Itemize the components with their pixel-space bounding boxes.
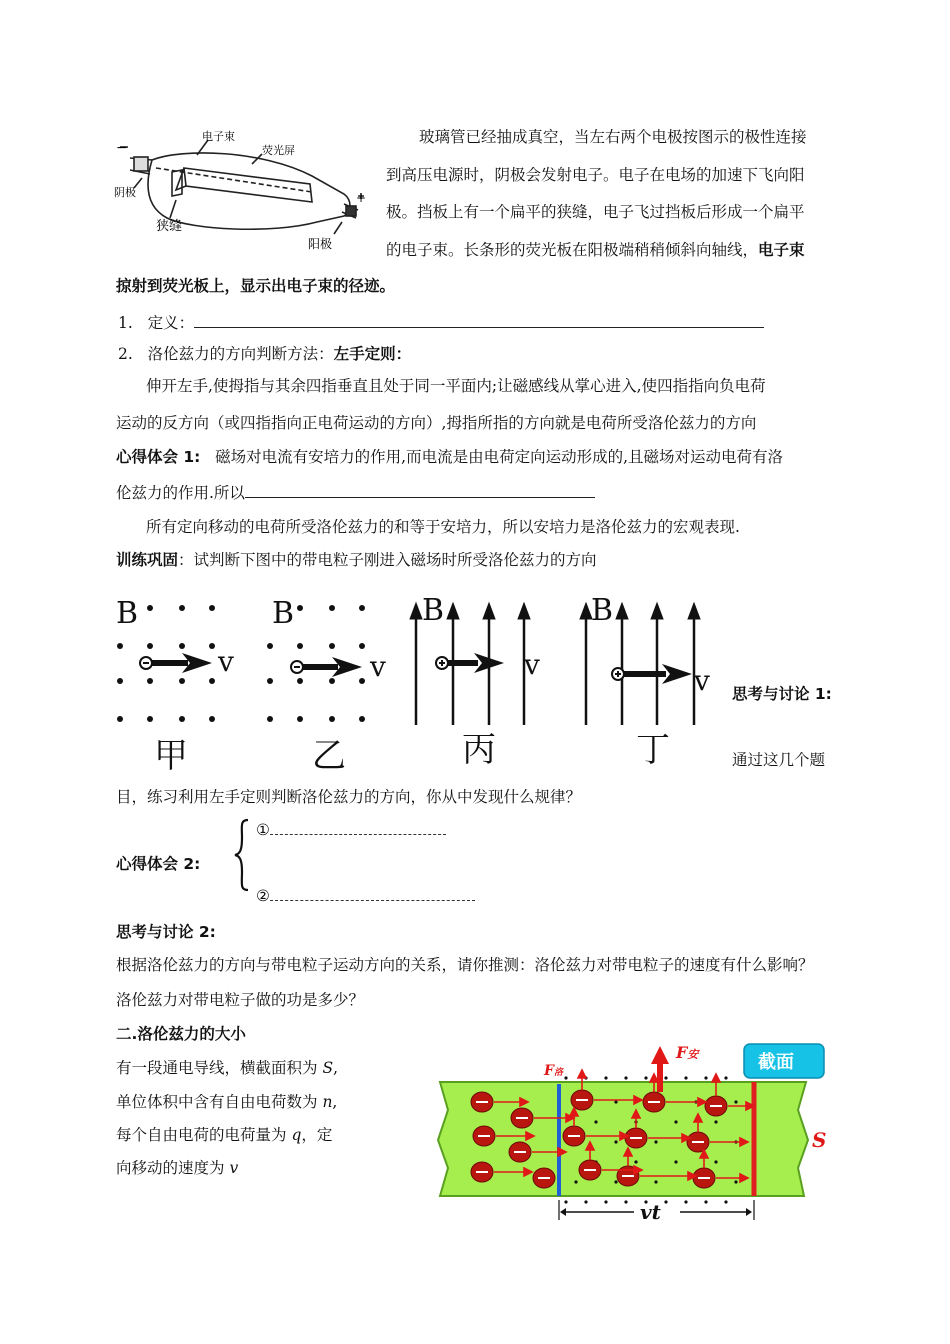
question-2-number: 2.	[118, 345, 133, 363]
insight-1-text-2: 伦兹力的作用.所以	[116, 484, 245, 502]
fig-ding-caption: 丁	[636, 730, 670, 770]
var-v: v	[229, 1159, 239, 1177]
think-1-text-a: 通过这几个题	[732, 751, 826, 769]
question-1-number: 1.	[118, 314, 133, 332]
insight-1-cont	[116, 483, 595, 504]
intro-line-4	[386, 240, 805, 261]
insight-1	[116, 447, 783, 468]
insight-2-item-2	[256, 886, 475, 907]
label-screen: 荧光屏	[262, 144, 295, 157]
cathode-ray-tube-figure	[112, 130, 372, 255]
var-n: n	[322, 1093, 333, 1111]
vt-label: vt	[640, 1200, 661, 1224]
wire-line-3	[116, 1125, 332, 1146]
label-slit: 狭缝	[156, 219, 183, 234]
training-line	[116, 550, 597, 571]
fig-jia-caption: 甲	[154, 736, 188, 776]
fig-bing-caption: 丙	[462, 730, 496, 770]
fig-bing-particle	[436, 653, 504, 673]
F-luo-label	[544, 1063, 563, 1079]
curly-brace-icon	[232, 818, 252, 892]
section-callout-label: 截面	[758, 1052, 794, 1073]
intro-line-2: 到高压电源时，阴极会发射电子。电子在电场的加速下飞向阳	[386, 166, 805, 184]
wire-line-2-comma: ,	[332, 1093, 338, 1111]
F-luo-sub: 洛	[553, 1068, 563, 1078]
F-an-main: F	[676, 1043, 688, 1062]
intro-line-4-bold: 电子束	[758, 241, 805, 259]
fig-jia-particle	[140, 653, 212, 673]
fig-ding-particle	[612, 664, 692, 684]
var-q: q	[291, 1126, 302, 1144]
label-beam: 电子束	[202, 130, 235, 143]
insight-2-item-1	[256, 820, 446, 841]
training-text: ：试判断下图中的带电粒子刚进入磁场时所受洛伦兹力的方向	[178, 551, 597, 569]
left-hand-rule-label: 左手定则：	[333, 345, 412, 363]
var-S: S	[322, 1059, 334, 1077]
intro-line-4-text: 的电子束。长条形的荧光板在阳极端稍稍倾斜向轴线，	[386, 241, 759, 259]
wire-line-3-text: 每个自由电荷的电荷量为	[116, 1126, 292, 1144]
question-2-label: 洛伦兹力的方向判断方法：	[147, 345, 334, 363]
fig-ding-v-label: v	[694, 664, 710, 697]
fig-yi-v-label: v	[370, 650, 386, 683]
label-anode: 阳极	[308, 237, 333, 251]
wire-line-1-text: 有一段通电导线，横截面积为	[116, 1059, 323, 1077]
insight-2-label: 心得体会 2:	[116, 855, 201, 873]
minus-sign: −	[116, 140, 128, 156]
F-luo-main: F	[544, 1063, 554, 1079]
question-2	[118, 344, 411, 365]
fig-bing-v-label: v	[524, 648, 540, 681]
rule-line-1: 伸开左手,使拇指与其余四指垂直且处于同一平面内;让磁感线从掌心进入,使四指指向负电荷	[146, 377, 766, 395]
rule-line-2: 运动的反方向（或四指指向正电荷运动的方向）,拇指所指的方向就是电荷所受洛伦兹力的方向	[116, 414, 757, 432]
insight-1-label: 心得体会 1:	[116, 448, 201, 466]
insight-2-item-2-marker: ②	[256, 887, 270, 905]
wire-line-3-tail: ，定	[301, 1126, 333, 1144]
wire-line-2	[116, 1092, 337, 1113]
fig-ding-B-label: B	[591, 593, 614, 628]
summary-line: 所有定向移动的电荷所受洛伦兹力的和等于安培力，所以安培力是洛伦兹力的宏观表现.	[146, 518, 740, 536]
insight-2-blank-1[interactable]	[270, 822, 446, 835]
wire-line-2-text: 单位体积中含有自由电荷数为	[116, 1093, 323, 1111]
insight-1-blank[interactable]	[245, 483, 595, 498]
wire-line-1	[116, 1058, 338, 1079]
fig-bing-B-label: B	[422, 593, 445, 628]
think-1-text-b: 目，练习利用左手定则判断洛伦兹力的方向，你从中发现什么规律？	[116, 788, 582, 806]
fig-yi-B-label: B	[272, 596, 295, 631]
question-1	[118, 313, 764, 334]
wire-line-1-comma: ,	[333, 1059, 338, 1077]
F-an-label	[676, 1043, 698, 1062]
fig-jia-v-label: v	[218, 645, 234, 678]
training-label: 训练巩固	[116, 551, 179, 569]
fig-jia-B-label: B	[116, 596, 139, 631]
label-cathode: 阴极	[114, 186, 136, 199]
fig-yi-caption: 乙	[312, 736, 346, 776]
section-2-title: 二.洛伦兹力的大小	[116, 1025, 246, 1043]
intro-line-5: 掠射到荧光板上，显示出电子束的径迹。	[116, 277, 396, 295]
insight-2-item-1-marker: ①	[256, 821, 270, 839]
think-2-line-1: 根据洛伦兹力的方向与带电粒子运动方向的关系，请你推测：洛伦兹力对带电粒子的速度有什么影响？	[116, 956, 814, 974]
plus-sign: +	[356, 191, 367, 205]
intro-line-3: 极。挡板上有一个扁平的狭缝，电子飞过挡板后形成一个扁平	[386, 203, 805, 221]
insight-2-blank-2[interactable]	[270, 888, 475, 901]
wire-line-4-text: 向移动的速度为	[116, 1159, 230, 1177]
think-1-label: 思考与讨论 1:	[732, 685, 832, 703]
F-an-sub: 安	[687, 1048, 699, 1061]
wire-line-4	[116, 1158, 238, 1179]
question-1-label: 定义：	[147, 314, 195, 332]
intro-line-1: 玻璃管已经抽成真空，当左右两个电极按图示的极性连接	[419, 128, 807, 146]
fig-yi-particle	[291, 657, 362, 677]
think-2-label: 思考与讨论 2:	[116, 923, 216, 941]
S-label: S	[812, 1128, 827, 1152]
insight-1-text: 磁场对电流有安培力的作用,而电流是由电荷定向运动形成的,且磁场对运动电荷有洛	[215, 448, 784, 466]
think-2-line-2: 洛伦兹力对带电粒子做的功是多少？	[116, 991, 365, 1009]
definition-blank[interactable]	[194, 313, 764, 328]
